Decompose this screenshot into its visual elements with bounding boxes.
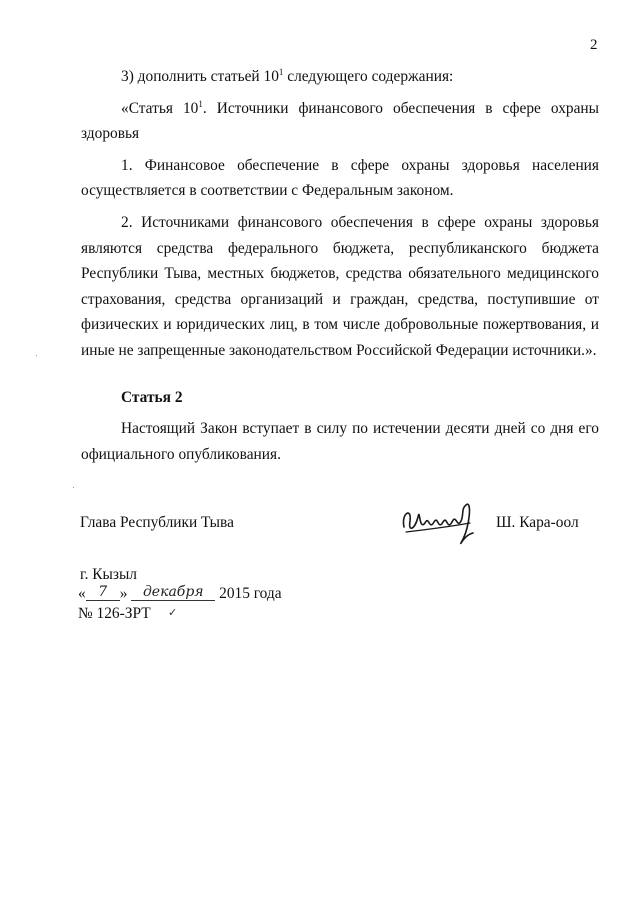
place-of-signing: г. Кызыл [80,566,137,583]
amendment-intro: 3) дополнить статьей $10^1$ следующего содержания: [121,67,454,85]
scan-speck [36,355,37,356]
page-number: 2 [590,37,598,53]
check-mark-icon: ✓ [168,607,178,619]
scan-speck [73,487,74,488]
article-2-text: Настоящий Закон вступает в силу по истечении десяти дней со дня его официального опубликования. [81,420,599,463]
signatory-position: Глава Республики Тыва [80,514,234,531]
article-2-heading: Статья 2 [121,388,183,406]
date-open-quote: « [78,585,86,602]
date-day-handwritten: 7 [86,585,120,601]
new-article-title: «Статья $10^1$. Источники финансового обеспечения в сфере охраны здоровья [81,98,599,143]
new-article-part-2: 2. Источниками финансового обеспечения в сфере охраны здоровья являются средства федерального бюджета, республиканского бюджета Республики Тыва, местных бюджетов, средства обязательного медицинского страхования, средства организаций и граждан, средства, поступившие от физических и юридических лиц, в том числе добровольные пожертвования, и иные не запрещенные законодательством Российской Федерации источники.». [81,213,599,359]
date-close-quote: » [119,585,128,602]
date-of-signing [78,585,282,603]
new-article-part-1: 1. Финансовое обеспечение в сфере охраны здоровья населения осуществляется в соответствии с Федеральным законом. [81,156,599,200]
date-month-handwritten: декабря [131,585,215,601]
signatory-name: Ш. Кара-оол [496,514,579,531]
law-number: № 126-ЗРТ [78,605,151,622]
date-year: 2015 года [219,585,282,602]
handwritten-signature [398,487,478,557]
document-body [81,64,599,467]
